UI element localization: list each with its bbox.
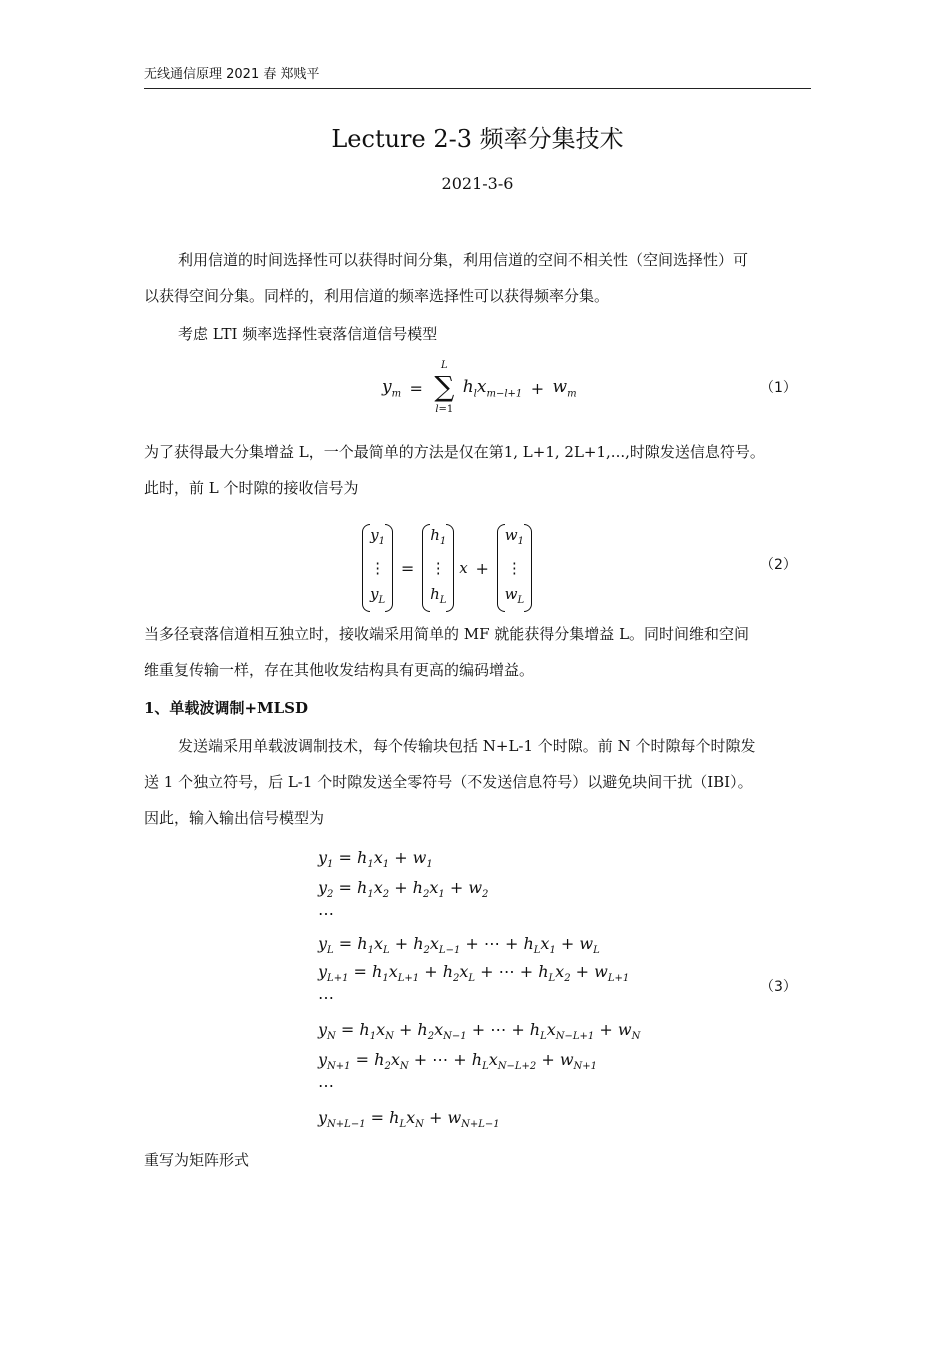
equation-3-line-2: $y_2 = h_1x_2 + h_2x_1 + w_2$ — [318, 878, 489, 901]
summation-symbol: L ∑ l=1 — [434, 360, 455, 415]
paragraph-6: 重写为矩阵形式 — [144, 1151, 250, 1169]
equation-3-ellipsis-3: ⋯ — [318, 1076, 334, 1095]
equation-3-ellipsis-2: ⋯ — [318, 988, 334, 1007]
running-header: 无线通信原理 2021 春 郑贱平 — [144, 64, 811, 89]
matrix-y: $y_1$ ⋮ $y_L$ — [362, 522, 393, 614]
paragraph-1-text-a: 利用信道的时间选择性可以获得时间分集，利用信道的空间不相关性（空间选择性）可 — [178, 251, 749, 269]
section-heading-1: 1、单载波调制+MLSD — [144, 699, 308, 717]
paragraph-5 — [144, 728, 811, 836]
paragraph-1-line-1 — [144, 242, 811, 278]
matrix-h: $h_1$ ⋮ $h_L$ — [422, 522, 454, 614]
paragraph-4 — [144, 616, 811, 688]
matrix-w: $w_1$ ⋮ $w_L$ — [497, 522, 532, 614]
lecture-date: 2021-3-6 — [441, 174, 514, 193]
paragraph-4-line-2: 维重复传输一样，存在其他收发结构具有更高的编码增益。 — [144, 661, 535, 679]
paragraph-2-text: 考虑 LTI 频率选择性衰落信道信号模型 — [178, 325, 438, 343]
equation-3-line-4: $y_{L+1} = h_1x_{L+1} + h_2x_L$ + ⋯ + $h_Lx_2 + w_{L+1}$ — [318, 962, 630, 985]
paragraph-5-text-a: 发送端采用单载波调制技术，每个传输块包括 N+L-1 个时隙。前 N 个时隙每个时隙发 — [178, 737, 756, 755]
paragraph-2 — [144, 316, 811, 352]
equation-1: $y_m$ = L ∑ l=1 $h_lx_{m-l+1} + w_m$ — [382, 360, 577, 415]
equation-3-number: （3） — [760, 979, 797, 995]
paragraph-3-line-1: 为了获得最大分集增益 L，一个最简单的方法是仅在第1, L+1, 2L+1,...,时隙发送信息符号。 — [144, 443, 765, 461]
paragraph-1 — [144, 242, 811, 314]
equation-2-number: （2） — [760, 557, 797, 573]
equation-1-number: （1） — [760, 380, 797, 396]
equation-3-line-5: $y_N = h_1x_N + h_2x_{N-1}$ + ⋯ + $h_Lx_{N-L+1} + w_N$ — [318, 1020, 641, 1043]
paragraph-5-line-3: 因此，输入输出信号模型为 — [144, 809, 325, 827]
equation-3-line-3: $y_L = h_1x_L + h_2x_{L-1}$ + ⋯ + $h_Lx_1 + w_L$ — [318, 934, 600, 957]
equation-3-line-1: $y_1 = h_1x_1 + w_1$ — [318, 848, 433, 871]
page-title: Lecture 2-3 频率分集技术 — [331, 125, 624, 153]
equation-2: $y_1$ ⋮ $y_L = h_1$ ⋮ $h_L$ $x + w_1$ ⋮ $w_L$ — [362, 522, 532, 614]
paragraph-4-line-1: 当多径衰落信道相互独立时，接收端采用简单的 MF 就能获得分集增益 L。同时间维和空间 — [144, 625, 750, 643]
paragraph-5-line-1 — [144, 728, 811, 764]
paragraph-3-line-2: 此时，前 L 个时隙的接收信号为 — [144, 479, 359, 497]
paragraph-1-line-2: 以获得空间分集。同样的，利用信道的频率选择性可以获得频率分集。 — [144, 287, 610, 305]
equation-3-line-7: $y_{N+L-1} = h_Lx_N + w_{N+L-1}$ — [318, 1108, 500, 1131]
equation-3-line-6: $y_{N+1} = h_2x_N$ + ⋯ + $h_Lx_{N-L+2} + w_{N+1}$ — [318, 1050, 598, 1073]
paragraph-3 — [144, 434, 811, 506]
equation-3-ellipsis-1: ⋯ — [318, 904, 334, 923]
paragraph-5-line-2: 送 1 个独立符号，后 L-1 个时隙发送全零符号（不发送信息符号）以避免块间干扰（IBI）。 — [144, 773, 753, 791]
